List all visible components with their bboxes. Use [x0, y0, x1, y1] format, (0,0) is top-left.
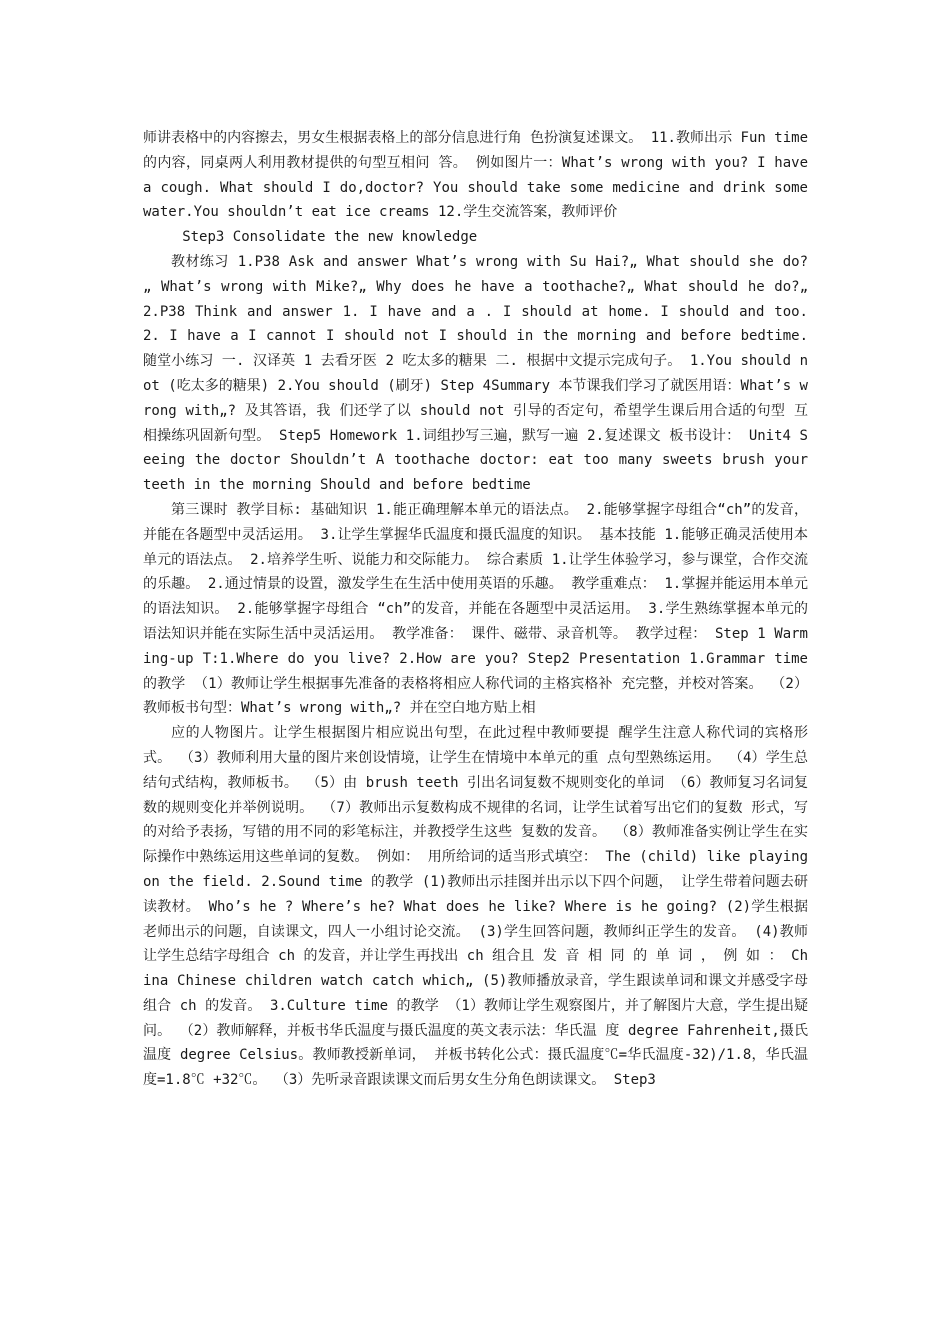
paragraph-teaching-process: 应的人物图片。让学生根据图片相应说出句型，在此过程中教师要提 醒学生注意人称代词的宾格形式。 （3）教师利用大量的图片来创设情境，让学生在情境中本单元的重 点句型熟练运用。 （4）学生总结句式结构，教师板书。 （5）由 brush teeth 引出名词复数不规则变化的单词 （6）教师复习名词复数的规则变化并举例说明。 （7）教师出示复数构成不规律的名词，让学生试着写出它们的复数 形式，写的对给予表扬，写错的用不同的彩笔标注，并教授学生这些 复数的发音。 （8）教师准备实例让学生在实际操作中熟练运用这些单词的复数。 例如： 用所给词的适当形式填空： The (child) like playing on the field. 2.Sound time 的教学 (1)教师出示挂图并出示以下四个问题， 让学生带着问题去研读教材。 Who’s he ? Where’s he? What does he like? Where is he going? (2)学生根据老师出示的问题，自读课文，四人一小组讨论交流。 (3)学生回答问题，教师纠正学生的发音。 (4)教师让学生总结字母组合 ch 的发音，并让学生再找出 ch 组合且 发 音 相 同 的 单 词 ， 例 如 ： China Chinese children watch catch which„ (5)教师播放录音，学生跟读单词和课文并感受字母组合 ch 的发音。 3.Culture time 的教学 （1）教师让学生观察图片，并了解图片大意，学生提出疑问。 （2）教师解释，并板书华氏温度与摄氏温度的英文表示法：华氏温 度 degree Fahrenheit,摄氏温度 degree Celsius。教师教授新单词， 并板书转化公式：摄氏温度℃=华氏温度-32)/1.8，华氏温度=1.8℃ +32℃。 （3）先听录音跟读课文而后男女生分角色朗读课文。 Step3: [143, 725, 808, 1089]
document-body: [143, 126, 808, 1093]
paragraph-textbook-exercises: 教材练习 1.P38 Ask and answer What’s wrong with Su Hai?„ What should she do?„ What’s wrong with Mike?„ Why does he have a toothache?„ What should he do?„ 2.P38 Think and answer 1. I have and a . I should at home. I should and too. 2. I have a I cannot I should not I should in the morning and before bedtime. 随堂小练习 一. 汉译英 1 去看牙医 2 吃太多的糖果 二. 根据中文提示完成句子。 1.You should not (吃太多的糖果) 2.You should (刷牙) Step 4Summary 本节课我们学习了就医用语：What’s wrong with„? 及其答语，我 们还学了以 should not 引导的否定句，希望学生课后用合适的句型 互相操练巩固新句型。 Step5 Homework 1.词组抄写三遍，默写一遍 2.复述课文 板书设计： Unit4 Seeing the doctor Shouldn’t A toothache doctor: eat too many sweets brush your teeth in the morning Should and before bedtime: [143, 253, 808, 494]
paragraph-third-lesson-goals: 第三课时 教学目标: 基础知识 1.能正确理解本单元的语法点。 2.能够掌握字母组合“ch”的发音，并能在各题型中灵活运用。 3.让学生掌握华氏温度和摄氏温度的知识。 基本技能 1.能够正确灵活使用本单元的语法点。 2.培养学生听、说能力和交际能力。 综合素质 1.让学生体验学习，参与课堂，合作交流的乐趣。 2.通过情景的设置，激发学生在生活中使用英语的乐趣。 教学重难点： 1.掌握并能运用本单元的语法知识。 2.能够掌握字母组合 “ch”的发音，并能在各题型中灵活运用。 3.学生熟练掌握本单元的语法知识并能在实际生活中灵活运用。 教学准备： 课件、磁带、录音机等。 教学过程： Step 1 Warming-up T:1.Where do you live? 2.How are you? Step2 Presentation 1.Grammar time 的教学 （1）教师让学生根据事先准备的表格将相应人称代词的主格宾格补 充完整，并校对答案。 （2）教师板书句型：What’s wrong with„? 并在空白地方贴上相: [143, 501, 808, 717]
step3-heading: Step3 Consolidate the new knowledge: [182, 229, 478, 246]
paragraph-lesson-review: 师讲表格中的内容擦去，男女生根据表格上的部分信息进行角 色扮演复述课文。 11.教师出示 Fun time 的内容，同桌两人利用教材提供的句型互相问 答。 例如图片一：What’s wrong with you? I have a cough. What should I do,doctor? You should take some medicine and drink some water.You shouldn’t eat ice creams 12.学生交流答案，教师评价: [143, 130, 808, 221]
